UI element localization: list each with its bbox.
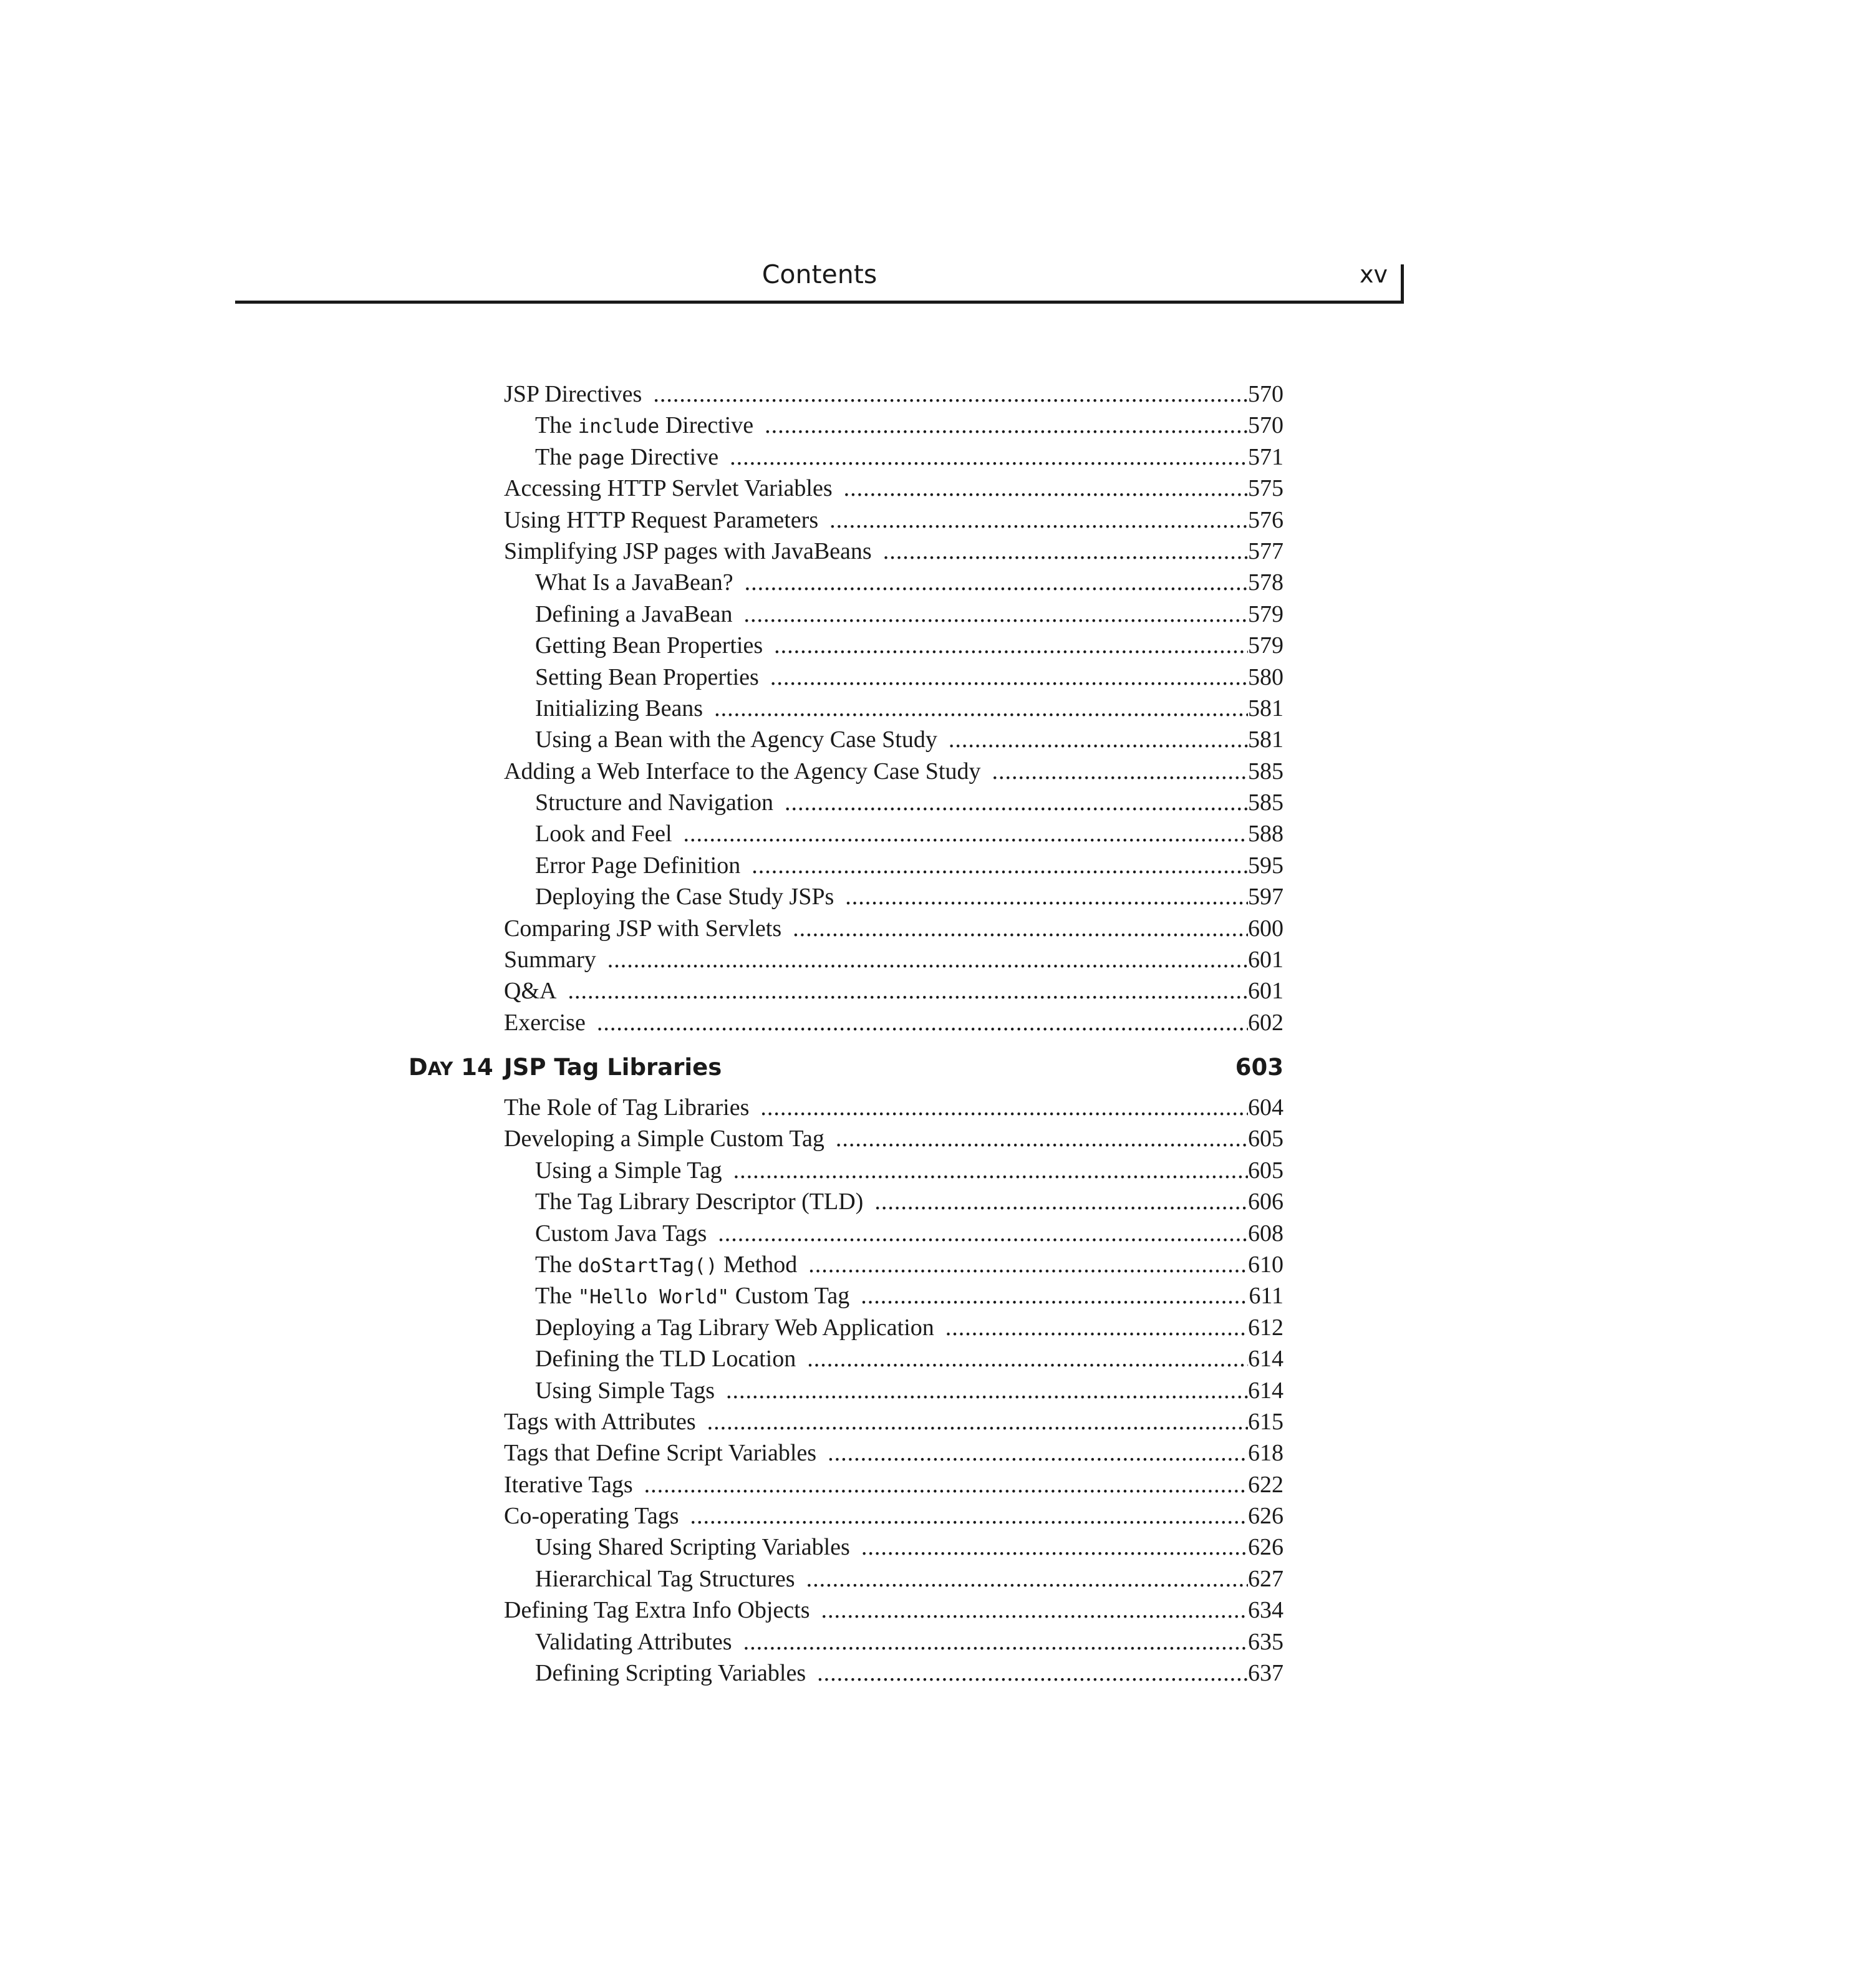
toc-entry (504, 1155, 1284, 1186)
toc-entry-text: What Is a JavaBean? (535, 569, 733, 596)
toc-entry-page: 622 (1248, 1471, 1284, 1498)
toc-entry-title (535, 1626, 743, 1657)
toc-entry-page: 604 (1248, 1094, 1284, 1121)
dot-leader (844, 473, 1248, 504)
toc-entry-page: 571 (1248, 443, 1284, 470)
toc-entry (504, 1469, 1284, 1500)
toc-entry (504, 599, 1284, 630)
toc-entry-title (504, 756, 992, 787)
toc-entry-text: Adding a Web Interface to the Agency Case Study (504, 758, 981, 784)
toc-entry-title (504, 379, 653, 410)
toc-entry (504, 913, 1284, 944)
dot-leader (597, 1007, 1248, 1038)
dot-leader (836, 1123, 1248, 1154)
toc-entry-page: 588 (1248, 821, 1284, 847)
toc-entry-text: The (535, 1251, 578, 1278)
toc-entry (504, 1563, 1284, 1595)
toc-entry-title (504, 504, 829, 536)
toc-entry-code: "Hello World" (578, 1286, 730, 1309)
dot-leader (808, 1249, 1248, 1280)
toc-entry-title (535, 1375, 726, 1406)
toc-entry-title (535, 1532, 861, 1563)
toc-entry-title (535, 442, 730, 474)
toc-entry (504, 1280, 1284, 1311)
toc-entry-title (504, 473, 844, 504)
toc-entry-text: Defining Scripting Variables (535, 1660, 806, 1687)
toc-entry-page: 608 (1248, 1220, 1284, 1247)
toc-entry-title (504, 975, 568, 1006)
toc-entry-text: Custom Java Tags (535, 1220, 707, 1247)
toc-entry-title (535, 1218, 718, 1249)
dot-leader (653, 379, 1248, 410)
toc-entry (504, 881, 1284, 912)
toc-entry-title (535, 1186, 874, 1217)
toc-entry (504, 473, 1284, 504)
toc-entry-page: 570 (1248, 412, 1284, 439)
toc-entry-text: Co-operating Tags (504, 1503, 679, 1530)
toc-entry-code: page (578, 446, 625, 470)
toc-entry (504, 1500, 1284, 1532)
toc-entry (504, 693, 1284, 724)
toc-entry-text: The Role of Tag Libraries (504, 1094, 750, 1121)
dot-leader (760, 1092, 1248, 1123)
toc-entry (504, 379, 1284, 410)
toc-entry (504, 975, 1284, 1006)
chapter-title: JSP Tag Libraries (504, 1054, 722, 1081)
toc-entry (504, 1375, 1284, 1406)
dot-leader (726, 1375, 1248, 1406)
toc-entry-page: 585 (1248, 758, 1284, 784)
toc-entry-page: 581 (1248, 695, 1284, 721)
toc-entry-title (535, 1280, 861, 1313)
dot-leader (770, 662, 1248, 693)
toc-entry-title (535, 410, 765, 442)
toc-entry (504, 1312, 1284, 1343)
header-title: Contents (761, 259, 877, 289)
toc-entry-text: Getting Bean Properties (535, 632, 763, 659)
chapter-day-rest: AY (427, 1058, 453, 1079)
toc-section-day14 (504, 1092, 1284, 1689)
toc-entry-text: Summary (504, 947, 596, 973)
toc-entry-title (535, 1657, 817, 1689)
toc-entry-title (535, 850, 752, 881)
toc-entry-text: Tags that Define Script Variables (504, 1440, 817, 1467)
dot-leader (743, 1626, 1248, 1657)
toc-entry-text: Accessing HTTP Servlet Variables (504, 475, 833, 502)
toc-entry (504, 944, 1284, 975)
toc-entry-title (504, 1437, 828, 1469)
toc-entry-text: Using Simple Tags (535, 1377, 715, 1404)
toc-entry-text: Hierarchical Tag Structures (535, 1565, 795, 1592)
toc-entry-page: 611 (1249, 1283, 1284, 1310)
dot-leader (607, 944, 1248, 975)
toc-entry (504, 1249, 1284, 1280)
toc-entry-page: 579 (1248, 632, 1284, 659)
toc-entry-text: Structure and Navigation (535, 789, 774, 816)
toc-entry-text: Using HTTP Request Parameters (504, 506, 819, 533)
toc-entry-page: 585 (1248, 789, 1284, 816)
dot-leader (745, 567, 1248, 598)
dot-leader (821, 1595, 1249, 1626)
toc-entry-title (535, 662, 770, 693)
toc-entry-title (535, 818, 684, 849)
toc-entry-text: Defining a JavaBean (535, 601, 733, 627)
toc-entry (504, 787, 1284, 818)
running-header (235, 249, 1404, 304)
toc-entry (504, 1343, 1284, 1374)
toc-entry-page: 575 (1248, 475, 1284, 502)
dot-leader (690, 1500, 1248, 1532)
toc-entry-page: 601 (1248, 947, 1284, 973)
toc-entry-title (535, 1563, 806, 1595)
dot-leader (992, 756, 1248, 787)
dot-leader (568, 975, 1248, 1006)
toc-entry-title (504, 1469, 644, 1500)
toc-entry-text: Simplifying JSP pages with JavaBeans (504, 538, 872, 564)
toc-entry-text: The Tag Library Descriptor (TLD) (535, 1189, 864, 1215)
dot-leader (785, 787, 1248, 818)
toc-entry-title (504, 1092, 760, 1123)
toc-entry-text: Using a Simple Tag (535, 1157, 722, 1184)
toc-entry-page: 605 (1248, 1126, 1284, 1152)
toc-entry (504, 724, 1284, 755)
dot-leader (874, 1186, 1248, 1217)
dot-leader (714, 693, 1248, 724)
toc-entry-code: doStartTag() (578, 1254, 718, 1277)
toc-entry-title (504, 1406, 707, 1437)
toc-entry (504, 1092, 1284, 1123)
toc-entry-page: 610 (1248, 1251, 1284, 1278)
toc-entry (504, 1626, 1284, 1657)
toc-entry-code: include (578, 415, 660, 438)
toc-entry-title (535, 599, 744, 630)
toc-entry (504, 1532, 1284, 1563)
toc-entry-text: Validating Attributes (535, 1628, 732, 1655)
dot-leader (845, 881, 1248, 912)
toc-entry (504, 1406, 1284, 1437)
toc-entry-title (504, 913, 793, 944)
toc-entry (504, 1657, 1284, 1689)
toc-entry-text-suffix: Method (717, 1251, 798, 1278)
toc-entry-title (504, 1123, 836, 1154)
toc-entry-page: 626 (1248, 1503, 1284, 1530)
toc-entry-text: The (535, 1283, 578, 1310)
toc-entry-page: 612 (1248, 1314, 1284, 1341)
dot-leader (733, 1155, 1248, 1186)
toc-entry-title (504, 1500, 690, 1532)
toc-entry-text: Using Shared Scripting Variables (535, 1534, 850, 1561)
toc-entry-page: 577 (1248, 538, 1284, 564)
toc-entry-title (535, 787, 785, 818)
dot-leader (806, 1563, 1248, 1595)
chapter-day-initial: D (409, 1054, 428, 1081)
toc-entry-title (535, 1155, 733, 1186)
toc-entry-page: 627 (1248, 1565, 1284, 1592)
toc-entry-page: 570 (1248, 381, 1284, 407)
toc-entry (504, 818, 1284, 849)
toc-entry-title (535, 724, 949, 755)
toc-entry-page: 605 (1248, 1157, 1284, 1184)
toc-entry-text: The (535, 412, 578, 439)
dot-leader (861, 1280, 1249, 1311)
toc-entry (504, 630, 1284, 661)
toc-entry-title (504, 1007, 597, 1038)
toc-entry-title (504, 944, 607, 975)
toc-entry-page: 635 (1248, 1628, 1284, 1655)
toc-entry-text: Initializing Beans (535, 695, 703, 721)
toc-entry (504, 1007, 1284, 1038)
toc-entry-text: Error Page Definition (535, 852, 741, 879)
toc-entry (504, 567, 1284, 598)
toc-section-day13 (504, 379, 1284, 1038)
toc-entry-title (535, 1343, 807, 1374)
toc-entry-page: 614 (1248, 1377, 1284, 1404)
toc-entry-page: 634 (1248, 1597, 1284, 1624)
chapter-day-number: 14 (461, 1054, 493, 1081)
toc-entry-page: 626 (1248, 1534, 1284, 1561)
toc-entry (504, 1186, 1284, 1217)
toc-entry (504, 1437, 1284, 1469)
toc-entry-page: 581 (1248, 726, 1284, 753)
header-page-number: xv (1360, 261, 1388, 288)
dot-leader (644, 1469, 1248, 1500)
toc-entry (504, 756, 1284, 787)
toc-entry (504, 536, 1284, 567)
toc-entry (504, 850, 1284, 881)
toc-entry-text: Defining the TLD Location (535, 1346, 796, 1373)
toc-entry-text: JSP Directives (504, 381, 642, 407)
toc-entry (504, 662, 1284, 693)
toc-entry (504, 1218, 1284, 1249)
dot-leader (828, 1437, 1248, 1469)
toc-entry-text: Setting Bean Properties (535, 663, 759, 690)
chapter-heading (409, 1054, 1284, 1088)
toc-entry-title (504, 536, 883, 567)
dot-leader (829, 504, 1248, 536)
toc-entry-text: Deploying a Tag Library Web Application (535, 1314, 934, 1341)
dot-leader (765, 410, 1248, 441)
dot-leader (861, 1532, 1248, 1563)
toc-entry-text: The (535, 443, 578, 470)
toc-entry-page: 580 (1248, 663, 1284, 690)
dot-leader (945, 1312, 1248, 1343)
toc-entry-text: Q&A (504, 978, 557, 1005)
toc-entry-title (535, 630, 774, 661)
toc-entry-text-suffix: Directive (624, 443, 719, 470)
dot-leader (817, 1657, 1248, 1689)
toc-entry-page: 601 (1248, 978, 1284, 1005)
dot-leader (730, 442, 1248, 473)
toc-entry-title (535, 881, 845, 912)
dot-leader (718, 1218, 1248, 1249)
dot-leader (744, 599, 1248, 630)
dot-leader (684, 818, 1248, 849)
toc-entry-page: 606 (1248, 1189, 1284, 1215)
toc-entry-text-suffix: Custom Tag (729, 1283, 850, 1310)
toc-entry-title (535, 1312, 945, 1343)
dot-leader (949, 724, 1248, 755)
toc-entry-text: Exercise (504, 1009, 586, 1036)
dot-leader (807, 1343, 1248, 1374)
dot-leader (707, 1406, 1248, 1437)
header-rule-tick (1401, 264, 1404, 301)
toc-entry (504, 1595, 1284, 1626)
toc-entry-text: Comparing JSP with Servlets (504, 915, 782, 942)
toc-entry-text-suffix: Directive (659, 412, 754, 439)
toc-entry-page: 615 (1248, 1408, 1284, 1435)
dot-leader (793, 913, 1248, 944)
toc-entry-page: 595 (1248, 852, 1284, 879)
dot-leader (883, 536, 1248, 567)
toc-entry-page: 579 (1248, 601, 1284, 627)
toc-entry-text: Developing a Simple Custom Tag (504, 1126, 824, 1152)
toc-entry-page: 637 (1248, 1660, 1284, 1687)
toc-entry (504, 1123, 1284, 1154)
toc-entry (504, 442, 1284, 473)
dot-leader (774, 630, 1248, 661)
toc-entry-text: Iterative Tags (504, 1471, 633, 1498)
toc-entry-text: Deploying the Case Study JSPs (535, 884, 834, 910)
toc-entry (504, 410, 1284, 441)
toc-entry-title (535, 1249, 808, 1281)
toc-entry-page: 597 (1248, 884, 1284, 910)
toc-entry-title (504, 1595, 821, 1626)
toc-entry-page: 614 (1248, 1346, 1284, 1373)
toc-entry-page: 578 (1248, 569, 1284, 596)
toc-entry-page: 618 (1248, 1440, 1284, 1467)
toc-entry-text: Look and Feel (535, 821, 672, 847)
chapter-page: 603 (1235, 1054, 1284, 1081)
toc-entry-text: Using a Bean with the Agency Case Study (535, 726, 937, 753)
toc-entry-page: 602 (1248, 1009, 1284, 1036)
dot-leader (752, 850, 1248, 881)
toc-entry-title (535, 567, 745, 598)
chapter-day-label (409, 1054, 493, 1081)
toc-entry (504, 504, 1284, 536)
toc-entry-page: 576 (1248, 506, 1284, 533)
toc-entry-text: Defining Tag Extra Info Objects (504, 1597, 810, 1624)
toc-entry-text: Tags with Attributes (504, 1408, 696, 1435)
toc-entry-title (535, 693, 714, 724)
toc-entry-page: 600 (1248, 915, 1284, 942)
